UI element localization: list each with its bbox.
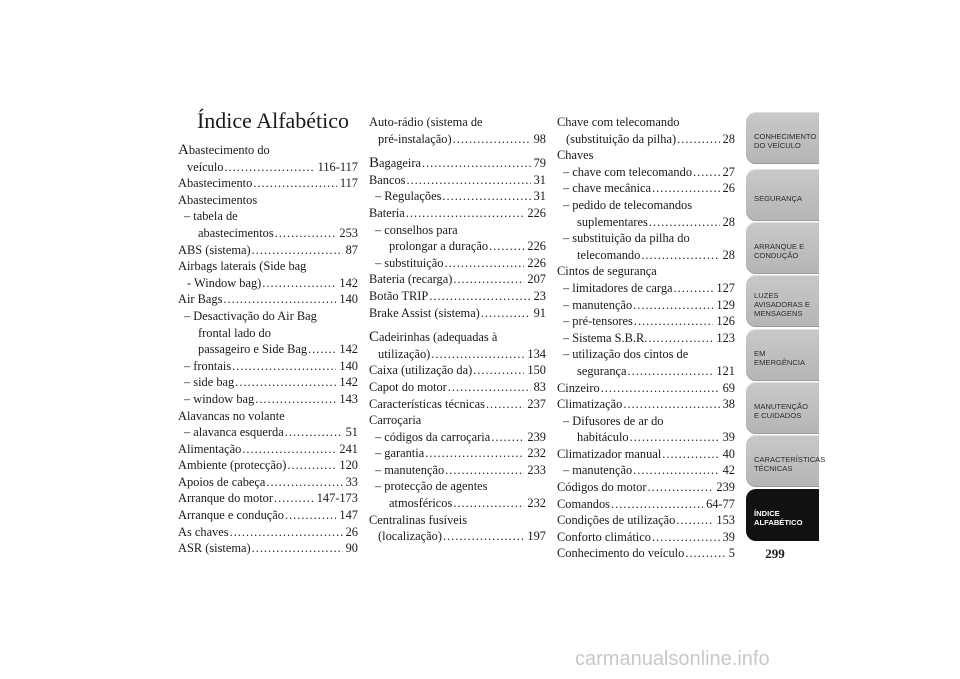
index-entry: [369, 271, 546, 288]
entry-text: segurança: [577, 363, 627, 378]
leader-dots: [611, 496, 703, 513]
entry-page: 38: [722, 397, 735, 412]
index-entry: [369, 362, 546, 379]
leader-dots: [676, 512, 713, 529]
leader-dots: [266, 474, 342, 491]
leader-dots: [677, 131, 719, 148]
entry-text: – tabela de: [184, 209, 238, 224]
index-entry: [557, 413, 735, 446]
entry-page: 140: [339, 292, 358, 307]
entry-text: Bateria: [369, 205, 405, 220]
leader-dots: [453, 271, 524, 288]
entry-text: – manutenção: [563, 463, 633, 478]
entry-text: – side bag: [184, 375, 235, 390]
entry-text: Conhecimento do veículo: [557, 546, 685, 561]
leader-dots: [652, 180, 720, 197]
entry-text: Cintos de segurança: [557, 264, 657, 279]
index-entry: [557, 114, 735, 147]
index-entry: [369, 114, 546, 147]
entry-page: 147: [339, 508, 358, 523]
entry-text: Cadeirinhas (adequadas à: [369, 329, 498, 346]
entry-text: Alimentação: [178, 441, 242, 456]
leader-dots: [285, 424, 343, 441]
sidebar-tab-label: MANUTENÇÃO E CUIDADOS: [754, 402, 809, 420]
entry-page: 90: [345, 541, 358, 556]
entry-page: 69: [722, 380, 735, 395]
entry-page: 134: [527, 346, 546, 361]
leader-dots: [274, 490, 314, 507]
entry-text: passageiro e Side Bag: [198, 342, 308, 357]
index-entry: [178, 208, 358, 241]
entry-text: ABS (sistema): [178, 242, 251, 257]
entry-text: – códigos da carroçaria: [375, 429, 491, 444]
index-entry: [369, 155, 546, 172]
index-entry: [369, 429, 546, 446]
index-entry: [369, 512, 546, 545]
index-column-2: [369, 114, 546, 545]
index-column-1: [178, 142, 358, 557]
sidebar-tab-6[interactable]: [746, 382, 819, 434]
entry-page: 123: [716, 330, 735, 345]
index-entry: [557, 545, 735, 562]
entry-page: 143: [339, 391, 358, 406]
entry-page: 129: [716, 297, 735, 312]
entry-text: frontal lado do: [198, 325, 271, 340]
entry-text: – Difusores de ar do: [563, 413, 664, 428]
leader-dots: [662, 446, 719, 463]
entry-page: 28: [722, 214, 735, 229]
entry-page: 91: [533, 305, 546, 320]
index-entry: [557, 496, 735, 513]
entry-text: – manutenção: [375, 462, 445, 477]
index-entry: [178, 408, 358, 425]
entry-page: 197: [527, 529, 546, 544]
index-entry: [369, 329, 546, 362]
leader-dots: [223, 291, 336, 308]
entry-page: 26: [345, 524, 358, 539]
entry-text: Arranque do motor: [178, 491, 273, 506]
leader-dots: [633, 297, 713, 314]
index-entry: [178, 524, 358, 541]
entry-page: 127: [716, 280, 735, 295]
entry-page: 233: [527, 462, 546, 477]
entry-text: veículo: [187, 159, 224, 174]
leader-dots: [648, 479, 714, 496]
index-entry: [557, 180, 735, 197]
leader-dots: [431, 346, 524, 363]
index-entry: [178, 457, 358, 474]
entry-text: Climatizador manual: [557, 446, 662, 461]
watermark: carmanualsonline.info: [575, 648, 770, 670]
entry-page: 64-77: [706, 496, 735, 511]
leader-dots: [224, 159, 314, 176]
entry-page: 42: [722, 463, 735, 478]
page-number: 299: [765, 546, 785, 561]
entry-text: Chaves: [557, 148, 594, 163]
entry-text: – manutenção: [563, 297, 633, 312]
index-entry: [178, 142, 358, 175]
entry-page: 153: [716, 513, 735, 528]
index-column-3: [557, 114, 735, 562]
entry-page: 31: [533, 172, 546, 187]
entry-text: prolongar a duração: [389, 239, 489, 254]
entry-page: 226: [527, 239, 546, 254]
entry-text: pré-instalação): [378, 131, 452, 146]
leader-dots: [252, 540, 343, 557]
leader-dots: [230, 524, 343, 541]
entry-text: – pedido de telecomandos: [563, 197, 693, 212]
index-entry: [369, 222, 546, 255]
index-entry: [369, 445, 546, 462]
index-entry: [178, 490, 358, 507]
entry-page: 150: [527, 363, 546, 378]
entry-page: 116-117: [317, 159, 358, 174]
entry-text: Cinzeiro: [557, 380, 600, 395]
sidebar-tab-1[interactable]: [746, 112, 819, 164]
leader-dots: [285, 507, 336, 524]
entry-page: 23: [533, 288, 546, 303]
index-entry: [557, 313, 735, 330]
index-entry: [178, 242, 358, 259]
index-entry: [557, 263, 735, 280]
entry-text: Arranque e condução: [178, 508, 284, 523]
entry-text: (substituição da pilha): [566, 131, 677, 146]
sidebar-tab-2[interactable]: [746, 169, 819, 221]
leader-dots: [425, 445, 524, 462]
entry-text: Códigos do motor: [557, 480, 647, 495]
entry-text: Centralinas fusíveis: [369, 512, 468, 527]
sidebar-tab-8[interactable]: [746, 489, 819, 541]
leader-dots: [641, 247, 719, 264]
leader-dots: [623, 396, 719, 413]
entry-text: – window bag: [184, 391, 255, 406]
index-entry: [178, 291, 358, 308]
entry-text: Caixa (utilização da): [369, 363, 473, 378]
entry-page: 126: [716, 314, 735, 329]
entry-page: 27: [722, 164, 735, 179]
entry-text: – chave com telecomando: [563, 164, 693, 179]
entry-text: – alavanca esquerda: [184, 425, 284, 440]
entry-page: 232: [527, 446, 546, 461]
entry-text: – protecção de agentes: [375, 479, 488, 494]
entry-text: abastecimentos: [198, 225, 274, 240]
index-entry: [178, 424, 358, 441]
entry-page: 142: [339, 375, 358, 390]
entry-text: Auto-rádio (sistema de: [369, 115, 483, 129]
leader-dots: [448, 379, 531, 396]
entry-page: 237: [527, 396, 546, 411]
entry-page: 79: [533, 156, 546, 171]
entry-page: 147-173: [316, 491, 358, 506]
entry-text: Alavancas no volante: [178, 408, 285, 423]
entry-text: ASR (sistema): [178, 541, 251, 556]
leader-dots: [453, 495, 524, 512]
leader-dots: [481, 305, 531, 322]
entry-text: – substituição: [375, 255, 444, 270]
index-entry: [557, 462, 735, 479]
entry-text: habitáculo: [577, 430, 629, 445]
entry-text: Carroçaria: [369, 413, 422, 428]
index-entry: [557, 346, 735, 379]
entry-text: – Regulações: [375, 189, 442, 204]
leader-dots: [242, 441, 336, 458]
leader-dots: [232, 358, 336, 375]
entry-text: – chave mecânica: [563, 181, 652, 196]
index-entry: [557, 529, 735, 546]
page-title: Índice Alfabético: [196, 108, 350, 133]
leader-dots: [442, 188, 530, 205]
entry-text: – Sistema S.B.R.: [563, 330, 648, 345]
index-entry: [178, 441, 358, 458]
entry-text: Botão TRIP: [369, 288, 429, 303]
entry-text: - Window bag): [187, 275, 262, 290]
leader-dots: [685, 545, 725, 562]
entry-page: 31: [533, 189, 546, 204]
entry-page: 120: [339, 458, 358, 473]
leader-dots: [262, 275, 336, 292]
leader-dots: [634, 313, 714, 330]
entry-page: 28: [722, 247, 735, 262]
entry-text: Bancos: [369, 172, 406, 187]
entry-page: 40: [722, 446, 735, 461]
leader-dots: [630, 429, 720, 446]
leader-dots: [486, 396, 524, 413]
entry-text: Condições de utilização: [557, 513, 676, 528]
index-entry: [178, 540, 358, 557]
leader-dots: [308, 341, 336, 358]
leader-dots: [674, 280, 714, 297]
entry-page: 241: [339, 441, 358, 456]
index-entry: [557, 297, 735, 314]
index-entry: [369, 462, 546, 479]
leader-dots: [453, 131, 531, 148]
entry-page: 232: [527, 496, 546, 511]
entry-text: Airbags laterais (Side bag: [178, 259, 307, 274]
sidebar-tab-label: EM EMERGÊNCIA: [754, 349, 806, 367]
index-entry: [557, 164, 735, 181]
index-entry: [178, 308, 358, 358]
sidebar-tab-label: SEGURANÇA: [754, 193, 803, 203]
entry-page: 33: [345, 474, 358, 489]
entry-page: 51: [345, 425, 358, 440]
index-entry: [369, 288, 546, 305]
entry-page: 239: [527, 429, 546, 444]
entry-page: 142: [339, 342, 358, 357]
index-entry: [369, 478, 546, 511]
entry-text: – frontais: [184, 358, 232, 373]
index-entry: [369, 172, 546, 189]
leader-dots: [601, 380, 720, 397]
leader-dots: [445, 255, 525, 272]
leader-dots: [445, 462, 524, 479]
entry-text: telecomando: [577, 247, 641, 262]
index-entry: [369, 205, 546, 222]
entry-text: Brake Assist (sistema): [369, 305, 480, 320]
sidebar-tab-label: CONHECIMENTO DO VEÍCULO: [754, 132, 817, 150]
leader-dots: [693, 164, 720, 181]
leader-dots: [287, 457, 336, 474]
leader-dots: [275, 225, 337, 242]
leader-dots: [406, 205, 525, 222]
entry-page: 39: [722, 430, 735, 445]
entry-text: Características técnicas: [369, 396, 485, 411]
entry-text: – substituição da pilha do: [563, 231, 690, 246]
section-sidebar: [746, 112, 826, 543]
entry-text: – limitadores de carga: [563, 280, 673, 295]
entry-page: 142: [339, 275, 358, 290]
leader-dots: [649, 214, 720, 231]
index-entry: [557, 380, 735, 397]
index-entry: [178, 474, 358, 491]
entry-text: – utilização dos cintos de: [563, 347, 689, 362]
index-entry: [178, 374, 358, 391]
entry-text: Abastecimento do: [178, 142, 270, 158]
entry-page: 207: [527, 272, 546, 287]
index-entry: [369, 305, 546, 322]
entry-text: – pré-tensores: [563, 314, 633, 329]
entry-page: 121: [716, 363, 735, 378]
index-entry: [178, 192, 358, 209]
leader-dots: [253, 175, 337, 192]
entry-text: Climatização: [557, 397, 623, 412]
entry-page: 28: [722, 131, 735, 146]
index-entry: [369, 188, 546, 205]
index-entry: [557, 280, 735, 297]
entry-page: 26: [722, 181, 735, 196]
entry-text: – conselhos para: [375, 222, 458, 237]
leader-dots: [633, 462, 719, 479]
index-entry: [178, 258, 358, 291]
leader-dots: [491, 429, 524, 446]
entry-page: 253: [339, 225, 358, 240]
sidebar-tab-label: LUZES AVISADORAS E MENSAGENS: [754, 290, 810, 318]
leader-dots: [406, 172, 530, 189]
leader-dots: [652, 529, 720, 546]
entry-page: 83: [533, 379, 546, 394]
sidebar-tab-7[interactable]: [746, 435, 826, 487]
entry-text: Bagageira: [369, 155, 421, 172]
index-entry: [369, 412, 546, 429]
index-entry: [178, 358, 358, 375]
entry-text: suplementares: [577, 214, 648, 229]
index-entry: [369, 379, 546, 396]
index-entry: [369, 396, 546, 413]
entry-text: Chave com telecomando: [557, 115, 680, 129]
entry-text: Abastecimento: [178, 176, 253, 191]
entry-page: 39: [722, 529, 735, 544]
entry-page: 226: [527, 205, 546, 220]
leader-dots: [235, 374, 336, 391]
sidebar-tab-label: ÍNDICE ALFABÉTICO: [754, 509, 803, 527]
sidebar-tab-label: CARACTERÍSTICAS TÉCNICAS: [754, 455, 826, 473]
leader-dots: [489, 238, 524, 255]
entry-page: 239: [716, 480, 735, 495]
index-entry: [557, 446, 735, 463]
index-entry: [178, 391, 358, 408]
index-entry: [557, 147, 735, 164]
index-entry: [369, 255, 546, 272]
entry-text: Capot do motor: [369, 379, 447, 394]
entry-text: As chaves: [178, 524, 229, 539]
sidebar-tab-4[interactable]: [746, 275, 819, 327]
entry-text: – Desactivação do Air Bag: [184, 308, 317, 323]
entry-text: atmosféricos: [389, 496, 453, 511]
leader-dots: [648, 330, 713, 347]
leader-dots: [443, 528, 524, 545]
entry-text: utilização): [378, 346, 431, 361]
entry-page: 140: [339, 358, 358, 373]
entry-text: Abastecimentos: [178, 192, 258, 207]
index-entry: [178, 507, 358, 524]
index-entry: [557, 479, 735, 496]
entry-text: Apoios de cabeça: [178, 474, 266, 489]
entry-text: Ambiente (protecção): [178, 458, 287, 473]
leader-dots: [429, 288, 530, 305]
entry-page: 5: [728, 546, 735, 561]
entry-page: 98: [533, 131, 546, 146]
entry-text: Conforto climático: [557, 529, 651, 544]
entry-text: – garantia: [375, 446, 425, 461]
index-entry: [557, 330, 735, 347]
entry-page: 87: [345, 242, 358, 257]
leader-dots: [255, 391, 336, 408]
sidebar-tab-5[interactable]: [746, 329, 819, 381]
leader-dots: [628, 363, 714, 380]
leader-dots: [473, 362, 524, 379]
entry-text: (localização): [378, 529, 442, 544]
entry-text: Comandos: [557, 496, 611, 511]
index-entry: [557, 230, 735, 263]
index-entry: [557, 396, 735, 413]
entry-text: Air Bags: [178, 292, 223, 307]
index-entry: [178, 175, 358, 192]
sidebar-tab-3[interactable]: [746, 222, 819, 274]
index-entry: [557, 197, 735, 230]
leader-dots: [252, 242, 343, 259]
entry-page: 226: [527, 255, 546, 270]
entry-page: 117: [339, 176, 358, 191]
leader-dots: [422, 155, 531, 172]
entry-text: Bateria (recarga): [369, 272, 453, 287]
sidebar-tab-label: ARRANQUE E CONDUÇÃO: [754, 242, 805, 260]
index-entry: [557, 512, 735, 529]
